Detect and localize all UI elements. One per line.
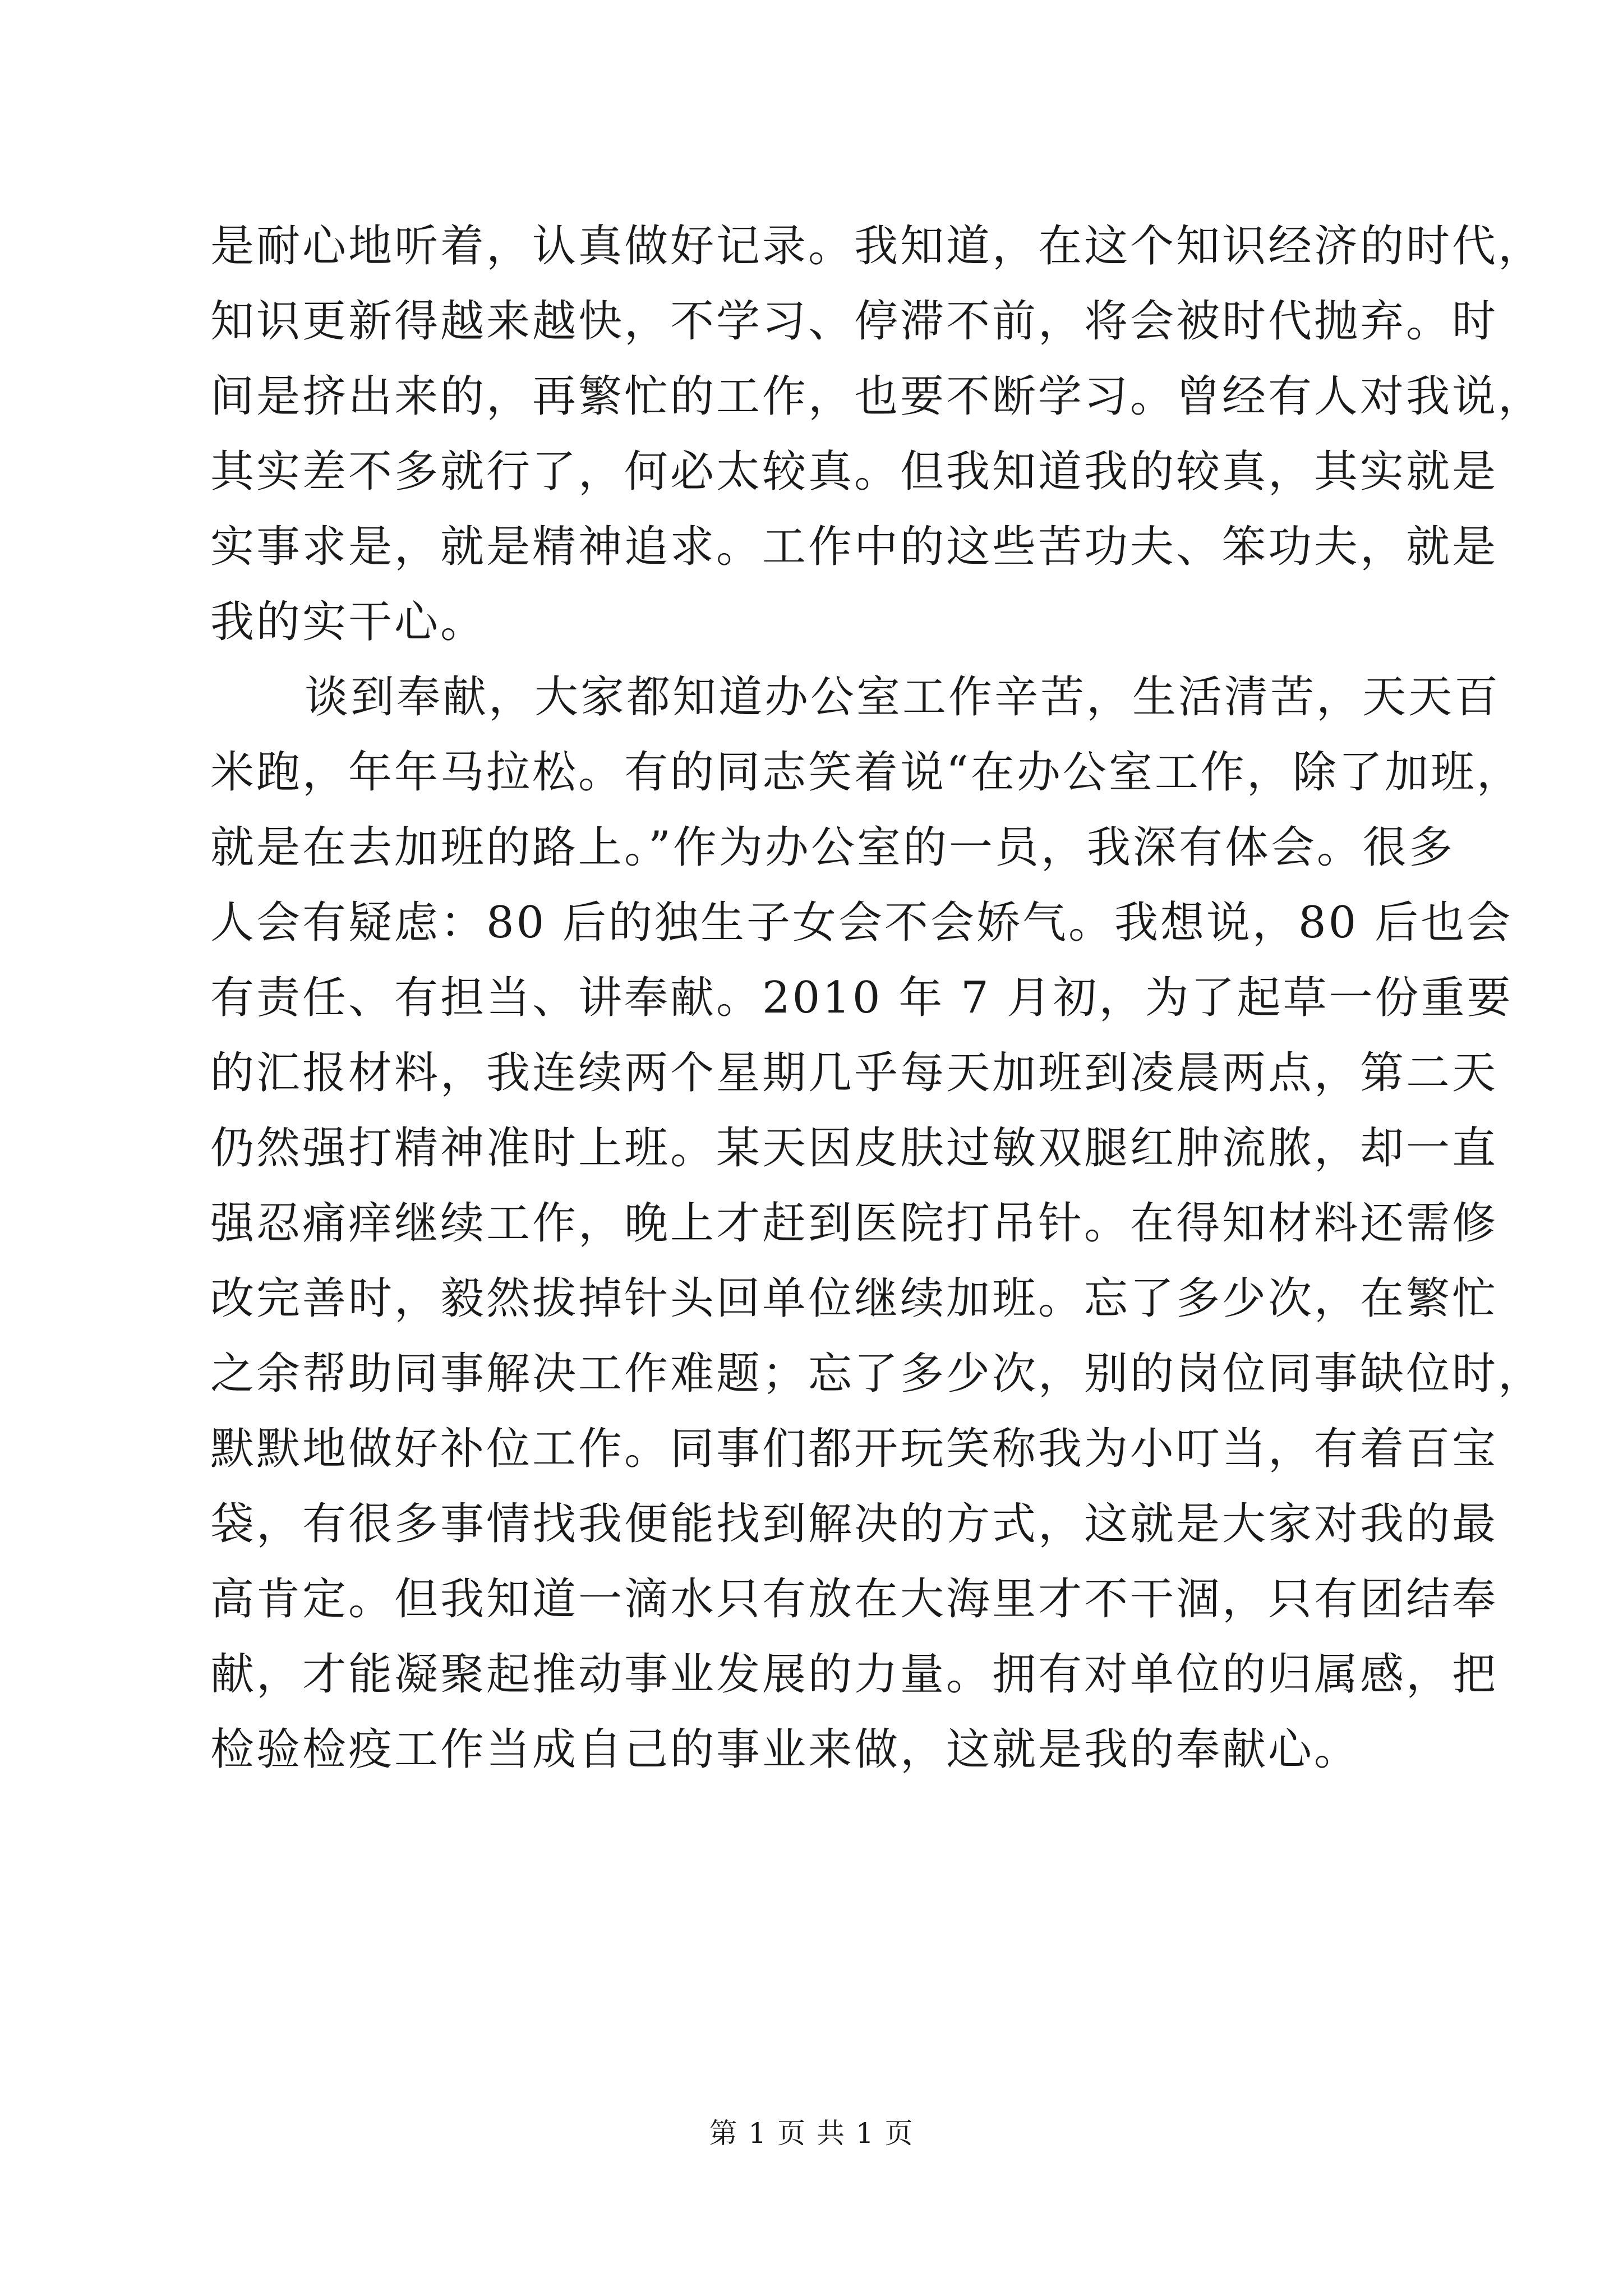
paragraph	[210, 209, 1544, 660]
text-line: 默默地做好补位工作。同事们都开玩笑称我为小叮当，有着百宝	[210, 1424, 1498, 1474]
text-line: 人会有疑虑：80 后的独生子女会不会娇气。我想说，80 后也会	[210, 898, 1513, 948]
text-line: 实事求是，就是精神追求。工作中的这些苦功夫、笨功夫，就是	[210, 522, 1498, 572]
text-line: 检验检疫工作当成自己的事业来做，这就是我的奉献心。	[210, 1724, 1361, 1775]
text-line: 献，才能凝聚起推动事业发展的力量。拥有对单位的归属感，把	[210, 1649, 1498, 1700]
paragraph	[210, 660, 1544, 1787]
text-line: 谈到奉献，大家都知道办公室工作辛苦，生活清苦，天天百	[305, 672, 1501, 723]
text-line: 间是挤出来的，再繁忙的工作，也要不断学习。曾经有人对我说，	[210, 371, 1544, 422]
text-line: 强忍痛痒继续工作，晚上才赶到医院打吊针。在得知材料还需修	[210, 1198, 1498, 1249]
text-line: 改完善时，毅然拔掉针头回单位继续加班。忘了多少次，在繁忙	[210, 1273, 1498, 1324]
text-line: 有责任、有担当、讲奉献。2010 年 7 月初，为了起草一份重要	[210, 973, 1513, 1023]
document-body	[210, 209, 1544, 1787]
text-line: 知识更新得越来越快，不学习、停滞不前，将会被时代抛弃。时	[210, 296, 1498, 347]
page-number-footer: 第 1 页 共 1 页	[709, 2117, 914, 2150]
text-line: 袋，有很多事情找我便能找到解决的方式，这就是大家对我的最	[210, 1499, 1498, 1549]
text-line: 高肯定。但我知道一滴水只有放在大海里才不干涸，只有团结奉	[210, 1574, 1498, 1625]
text-line: 是耐心地听着，认真做好记录。我知道，在这个知识经济的时代，	[210, 221, 1544, 272]
text-line: 之余帮助同事解决工作难题；忘了多少次，别的岗位同事缺位时，	[210, 1349, 1544, 1399]
text-line: 仍然强打精神准时上班。某天因皮肤过敏双腿红肿流脓，却一直	[210, 1123, 1498, 1174]
text-line: 其实差不多就行了，何必太较真。但我知道我的较真，其实就是	[210, 447, 1498, 497]
text-line: 的汇报材料，我连续两个星期几乎每天加班到凌晨两点，第二天	[210, 1048, 1498, 1098]
text-line: 米跑，年年马拉松。有的同志笑着说“在办公室工作，除了加班，	[210, 747, 1523, 798]
text-line: 就是在去加班的路上。”作为办公室的一员，我深有体会。很多	[210, 822, 1455, 873]
text-line: 我的实干心。	[210, 597, 487, 647]
